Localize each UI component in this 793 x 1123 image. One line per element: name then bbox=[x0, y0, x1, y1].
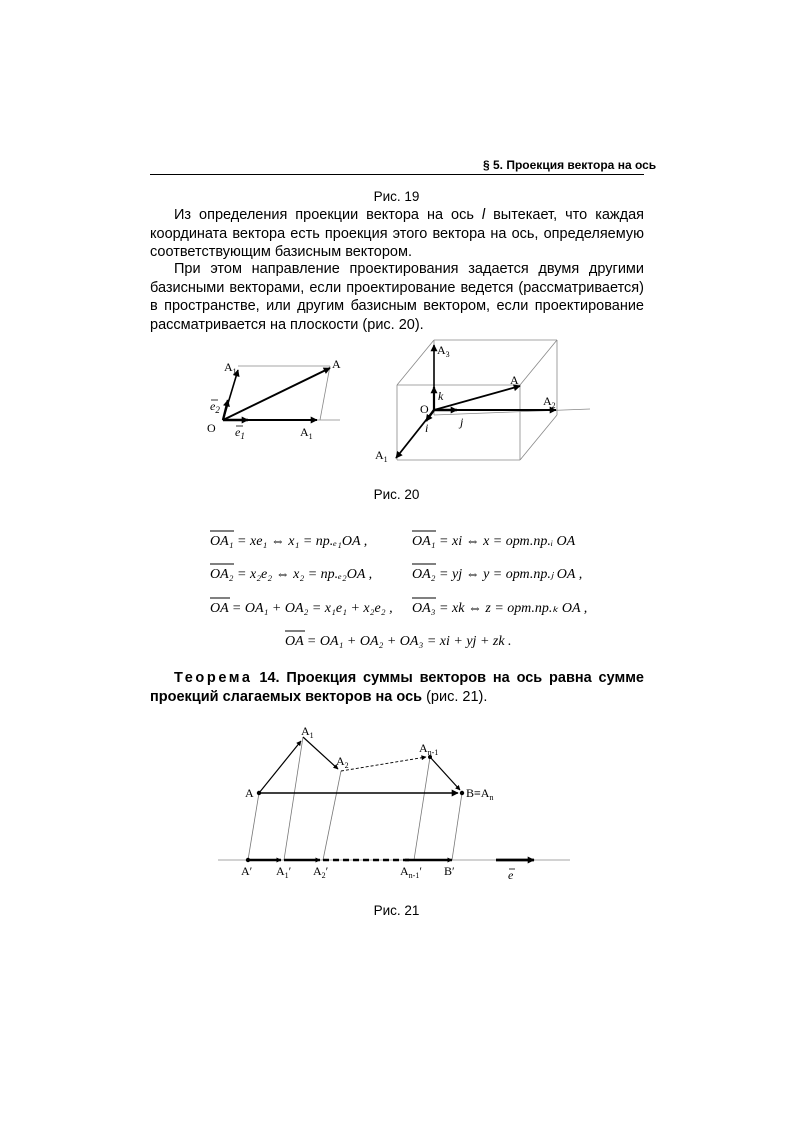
box-edges bbox=[397, 340, 590, 460]
label-a1-top: $A_1$ bbox=[224, 360, 237, 376]
formula-row1-right: OA₁ = xi ⇔ x = орт.пр.ᵢ OA bbox=[412, 534, 576, 549]
label-e2: $e_2$ bbox=[210, 399, 220, 415]
label-a2: $A_2$ bbox=[543, 394, 556, 410]
fig21-caption: Рис. 21 bbox=[373, 903, 420, 918]
paragraph-1-text-b: вытекает, что каждая координата вектора есть проекция этого вектора на ось, определяемую соответствующим базисным вектором. bbox=[150, 207, 644, 260]
label-o-3d: O bbox=[420, 402, 429, 416]
theorem-label: Теорема bbox=[174, 670, 253, 686]
label-a1-prime: $A_1'$ bbox=[276, 864, 292, 880]
fig19-caption: Рис. 19 bbox=[373, 189, 420, 204]
formula-block bbox=[210, 531, 587, 649]
formula-row2-right: OA₂ = yj ⇔ y = орт.пр.ⱼ OA , bbox=[412, 567, 583, 582]
formula-row3-right: OA₃ = xk ⇔ z = орт.пр.ₖ OA , bbox=[412, 601, 588, 616]
vector-an1-b bbox=[430, 757, 460, 790]
formula-row3-left: OA = OA₁ + OA₂ = x₁e₁ + x₂e₂ , bbox=[210, 601, 393, 616]
label-a3: $A_3$ bbox=[437, 343, 450, 359]
label-a-prime: A′ bbox=[241, 864, 253, 878]
paragraph-1-text-a: Из определения проекции вектора на ось bbox=[174, 207, 482, 223]
fig20-right-diagram bbox=[375, 340, 590, 464]
label-a2-prime: $A_2'$ bbox=[313, 864, 329, 880]
label-o: O bbox=[207, 421, 216, 435]
theorem-reference: (рис. 21). bbox=[422, 688, 488, 705]
label-a1-3d: $A_1$ bbox=[375, 448, 388, 464]
label-an1-prime: $A_{n-1}'$ bbox=[400, 864, 422, 880]
label-a-3d: A bbox=[510, 373, 519, 387]
vector-a1-a2 bbox=[303, 737, 338, 769]
label-b-fig21: $B\equiv A_n$ bbox=[466, 786, 494, 802]
paragraph-2-text: При этом направление проектирования задается двумя другими базисными векторами, если проектирование ведется (рассматривается) в пространстве, или другим базисным вектором, если проектирование рассматривается на плоскости (рис. 20). bbox=[150, 261, 644, 333]
formula-row4: OA = OA₁ + OA₂ + OA₃ = xi + yj + zk . bbox=[285, 634, 512, 649]
label-a1-fig21: $A_1$ bbox=[301, 724, 314, 740]
fig21-diagram bbox=[218, 724, 570, 882]
vector-a2-an1-dashed bbox=[341, 757, 426, 771]
formula-row1-left: OA₁ = xe₁ ⇔ x₁ = пр.ₑ₁OA , bbox=[210, 534, 368, 549]
label-a: A bbox=[332, 357, 341, 371]
label-i: i bbox=[425, 421, 429, 435]
point-b bbox=[460, 791, 464, 795]
parallelogram-right bbox=[320, 366, 330, 420]
running-header: § 5. Проекция вектора на ось bbox=[483, 158, 657, 172]
theorem-14 bbox=[150, 669, 644, 706]
label-k: k bbox=[438, 389, 444, 403]
axis-l-symbol: l bbox=[481, 207, 486, 223]
label-a-fig21: A bbox=[245, 786, 254, 800]
label-b-prime: B′ bbox=[444, 864, 455, 878]
label-a2-fig21: $A_2$ bbox=[336, 754, 349, 770]
formula-row2-left: OA₂ = x₂e₂ ⇔ x₂ = пр.ₑ₂OA , bbox=[210, 567, 373, 582]
label-e1: $e_1$ bbox=[235, 425, 245, 441]
point-a bbox=[257, 791, 261, 795]
label-e-fig21: e bbox=[508, 868, 514, 882]
vector-oa bbox=[223, 368, 330, 420]
vector-oa-3d bbox=[434, 386, 520, 410]
label-j: j bbox=[460, 415, 464, 429]
theorem-statement: 14. Проекция суммы векторов на ось равна сумме проекций слагаемых векторов на ось bbox=[150, 670, 644, 705]
label-an1-fig21: $A_{n-1}$ bbox=[419, 741, 439, 757]
fig20-caption: Рис. 20 bbox=[373, 487, 420, 502]
label-a1-bottom: $A_1$ bbox=[300, 425, 313, 441]
fig20-left-diagram bbox=[207, 357, 341, 441]
vector-a-a1 bbox=[259, 741, 301, 793]
